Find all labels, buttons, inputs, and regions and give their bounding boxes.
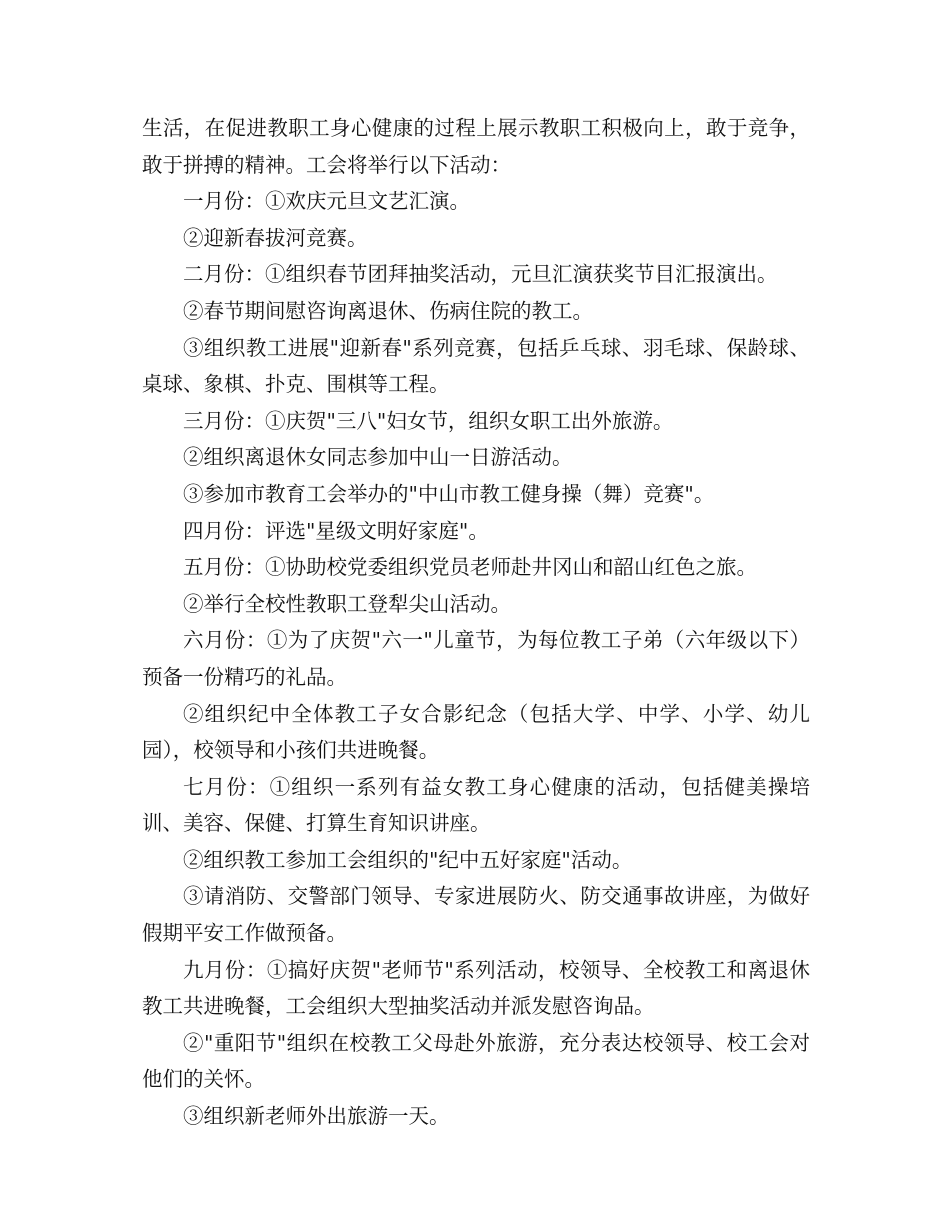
paragraph: ②迎新春拔河竞赛。	[183, 225, 368, 250]
paragraph: ②组织教工参加工会组织的"纪中五好家庭"活动。	[183, 847, 633, 872]
paragraph: 七月份：①组织一系列有益女教工身心健康的活动，包括健美操培训、美容、保健、打算生育知识讲座。	[142, 774, 810, 836]
paragraph: ③组织新老师外出旅游一天。	[183, 1104, 450, 1129]
paragraph: 生活，在促进教职工身心健康的过程上展示教职工积极向上，敢于竞争，敢于拼搏的精神。工会将举行以下活动：	[142, 116, 810, 177]
paragraph: 九月份：①搞好庆贺"老师节"系列活动，校领导、全校教工和离退休教工共进晚餐，工会组织大型抽奖活动并派发慰咨询品。	[142, 957, 810, 1019]
paragraph: ②"重阳节"组织在校教工父母赴外旅游，充分表达校领导、校工会对他们的关怀。	[142, 1030, 810, 1092]
paragraph: 三月份：①庆贺"三八"妇女节，组织女职工出外旅游。	[183, 408, 674, 433]
paragraph: 五月份：①协助校党委组织党员老师赴井冈山和韶山红色之旅。	[183, 555, 757, 580]
paragraph: 四月份：评选"星级文明好家庭"。	[183, 518, 489, 543]
paragraph: ③参加市教育工会举办的"中山市教工健身操（舞）竞赛"。	[183, 481, 715, 506]
document-body	[142, 110, 810, 1135]
paragraph: ②春节期间慰咨询离退休、伤病住院的教工。	[183, 298, 593, 323]
paragraph: ②组织纪中全体教工子女合影纪念（包括大学、中学、小学、幼儿园），校领导和小孩们共进晚餐。	[142, 701, 810, 763]
paragraph: ③请消防、交警部门领导、专家进展防火、防交通事故讲座，为做好假期平安工作做预备。	[142, 884, 810, 946]
paragraph: ②举行全校性教职工登犁尖山活动。	[183, 591, 511, 616]
paragraph: 一月份：①欢庆元旦文艺汇演。	[183, 189, 470, 214]
paragraph: ③组织教工进展"迎新春"系列竞赛，包括乒乓球、羽毛球、保龄球、桌球、象棋、扑克、围棋等工程。	[142, 335, 810, 397]
paragraph: 二月份：①组织春节团拜抽奖活动，元旦汇演获奖节目汇报演出。	[183, 262, 778, 287]
paragraph: ②组织离退休女同志参加中山一日游活动。	[183, 445, 573, 470]
paragraph: 六月份：①为了庆贺"六一"儿童节，为每位教工子弟（六年级以下）预备一份精巧的礼品。	[142, 628, 810, 689]
